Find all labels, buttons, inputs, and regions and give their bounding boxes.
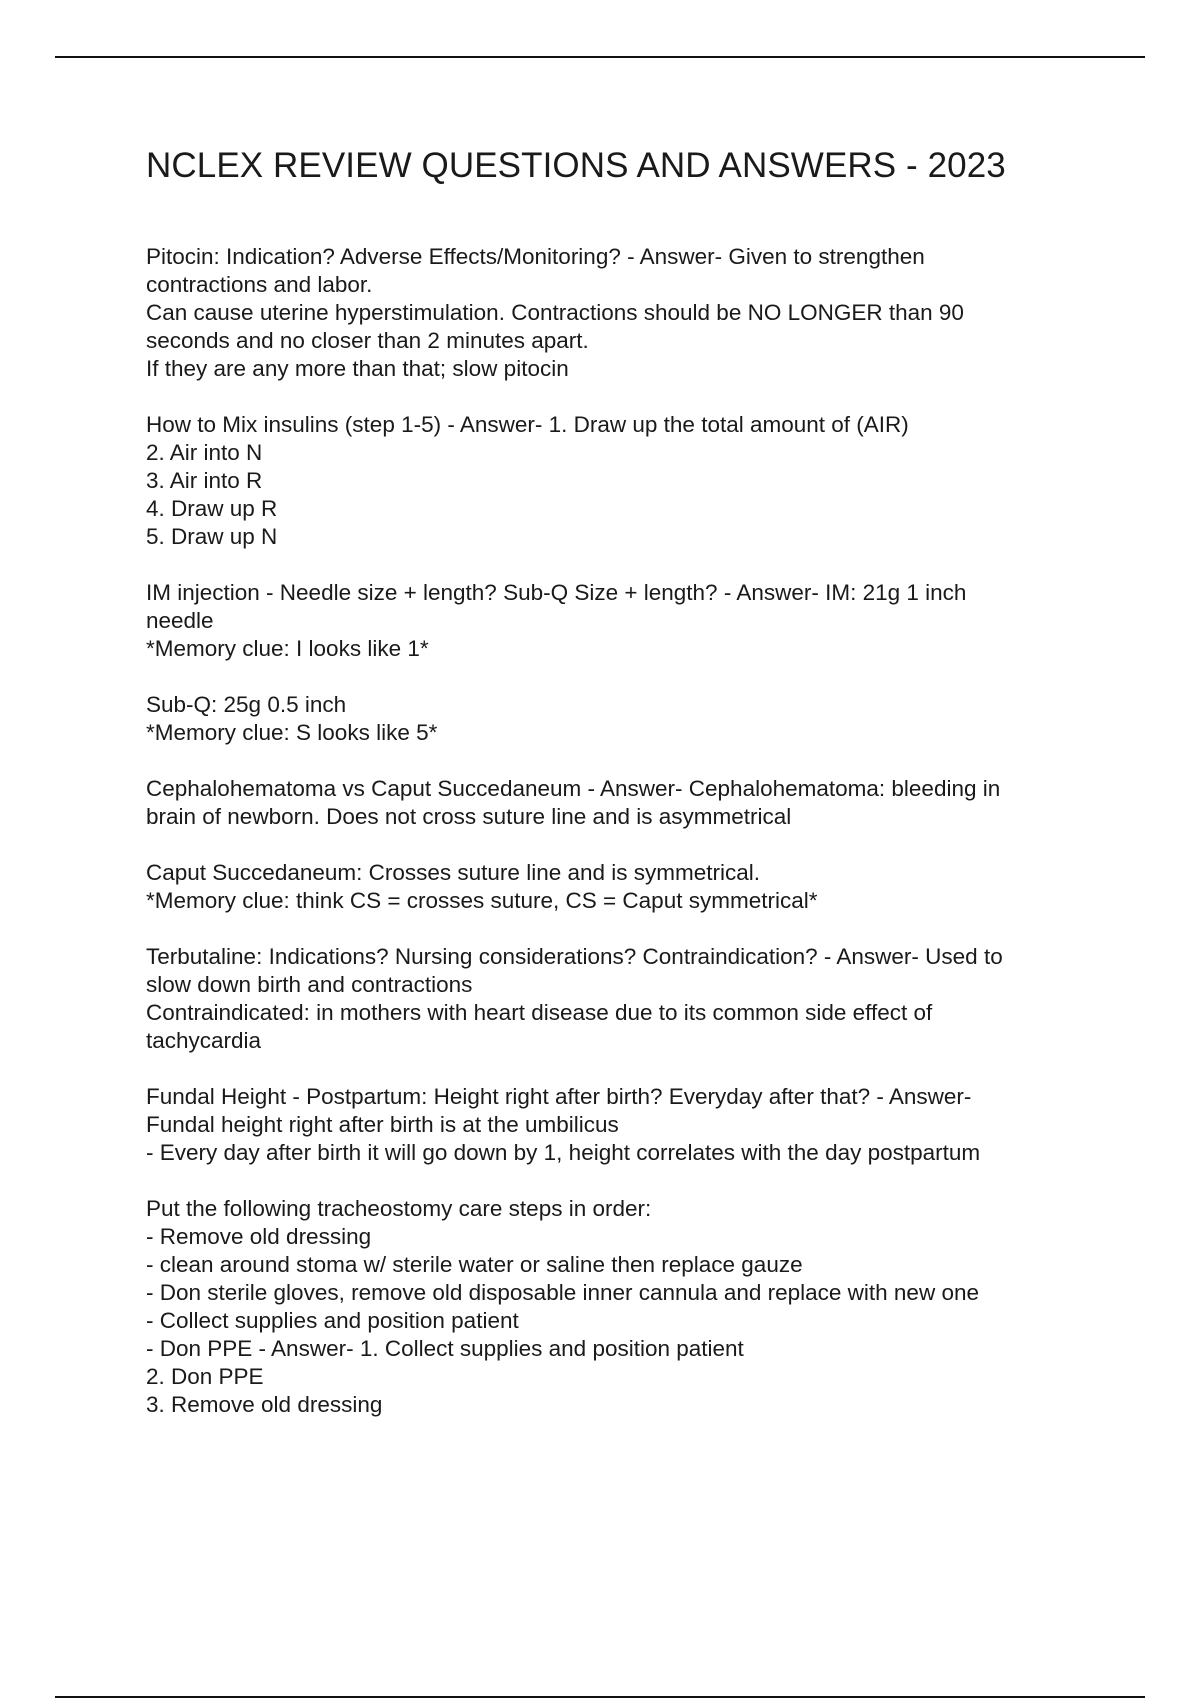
- text-line: seconds and no closer than 2 minutes apart.: [146, 328, 589, 353]
- text-line: Caput Succedaneum: Crosses suture line and is symmetrical.: [146, 860, 761, 885]
- text-line: 4. Draw up R: [146, 496, 278, 521]
- text-line: brain of newborn. Does not cross suture line and is asymmetrical: [146, 804, 792, 829]
- text-line: Fundal Height - Postpartum: Height right after birth? Everyday after that? - Answer-: [146, 1084, 972, 1109]
- qa-block-insulin: [146, 411, 1106, 551]
- text-line: slow down birth and contractions: [146, 972, 473, 997]
- text-line: If they are any more than that; slow pitocin: [146, 356, 569, 381]
- text-line: Can cause uterine hyperstimulation. Contractions should be NO LONGER than 90: [146, 300, 964, 325]
- document-body: [146, 243, 1106, 1447]
- qa-block-subq: [146, 691, 1106, 747]
- text-line: Terbutaline: Indications? Nursing considerations? Contraindication? - Answer- Used to: [146, 944, 1003, 969]
- text-line: *Memory clue: think CS = crosses suture, CS = Caput symmetrical*: [146, 888, 818, 913]
- text-line: contractions and labor.: [146, 272, 373, 297]
- text-line: 2. Air into N: [146, 440, 263, 465]
- text-line: Cephalohematoma vs Caput Succedaneum - Answer- Cephalohematoma: bleeding in: [146, 776, 1001, 801]
- qa-block-pitocin: [146, 243, 1106, 383]
- footer-rule: [55, 1696, 1145, 1698]
- text-line: Contraindicated: in mothers with heart disease due to its common side effect of: [146, 1000, 933, 1025]
- text-line: Pitocin: Indication? Adverse Effects/Monitoring? - Answer- Given to strengthen: [146, 244, 925, 269]
- qa-block-fundal-height: [146, 1083, 1106, 1167]
- text-line: 3. Air into R: [146, 468, 263, 493]
- text-line: 2. Don PPE: [146, 1364, 264, 1389]
- text-line: - Remove old dressing: [146, 1224, 372, 1249]
- text-line: tachycardia: [146, 1028, 262, 1053]
- header-rule: [55, 56, 1145, 58]
- qa-block-im-injection: [146, 579, 1106, 663]
- text-line: Sub-Q: 25g 0.5 inch: [146, 692, 347, 717]
- text-line: needle: [146, 608, 214, 633]
- text-line: How to Mix insulins (step 1-5) - Answer- 1. Draw up the total amount of (AIR): [146, 412, 909, 437]
- qa-block-caput: [146, 859, 1106, 915]
- text-line: *Memory clue: I looks like 1*: [146, 636, 429, 661]
- qa-block-terbutaline: [146, 943, 1106, 1055]
- text-line: IM injection - Needle size + length? Sub-Q Size + length? - Answer- IM: 21g 1 inch: [146, 580, 967, 605]
- text-line: *Memory clue: S looks like 5*: [146, 720, 438, 745]
- text-line: - clean around stoma w/ sterile water or saline then replace gauze: [146, 1252, 803, 1277]
- qa-block-tracheostomy: [146, 1195, 1106, 1419]
- text-line: - Collect supplies and position patient: [146, 1308, 519, 1333]
- text-line: 5. Draw up N: [146, 524, 278, 549]
- qa-block-cephalohematoma: [146, 775, 1106, 831]
- text-line: 3. Remove old dressing: [146, 1392, 383, 1417]
- text-line: Fundal height right after birth is at the umbilicus: [146, 1112, 619, 1137]
- text-line: - Every day after birth it will go down by 1, height correlates with the day postpartum: [146, 1140, 981, 1165]
- text-line: - Don sterile gloves, remove old disposable inner cannula and replace with new one: [146, 1280, 979, 1305]
- text-line: - Don PPE - Answer- 1. Collect supplies and position patient: [146, 1336, 744, 1361]
- text-line: Put the following tracheostomy care steps in order:: [146, 1196, 652, 1221]
- document-title: NCLEX REVIEW QUESTIONS AND ANSWERS - 2023: [146, 146, 1006, 185]
